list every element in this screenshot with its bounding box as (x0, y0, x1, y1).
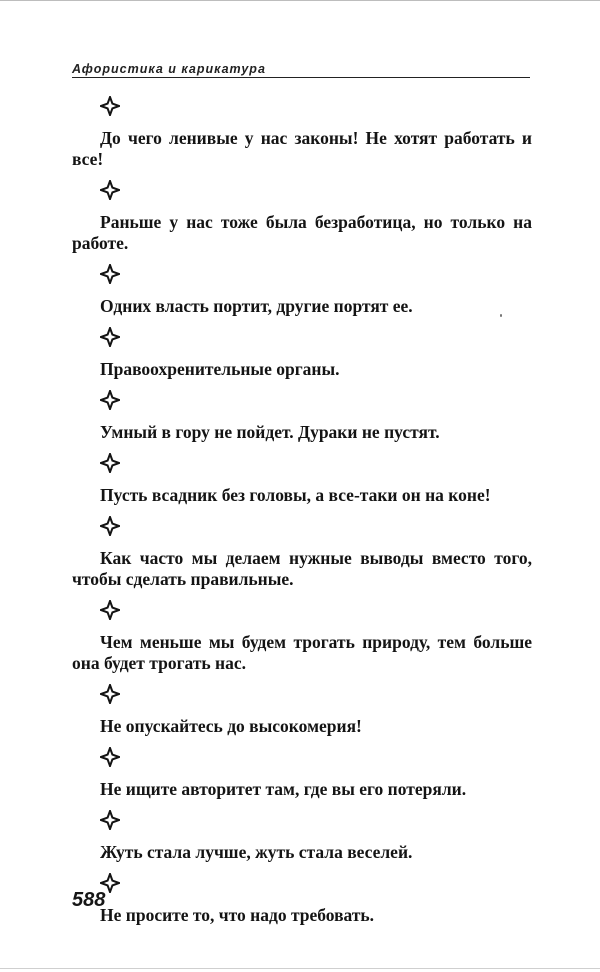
aphorism-list (72, 96, 532, 936)
aphorism-entry (72, 390, 532, 443)
star-separator-icon (100, 684, 120, 704)
star-separator-icon (100, 180, 120, 200)
aphorism-text: Умный в гору не пойдет. Дураки не пустят. (100, 422, 440, 442)
aphorism-entry (72, 600, 532, 674)
scan-bottom-edge (0, 968, 600, 969)
header-underline (72, 77, 530, 78)
aphorism-text: До чего ленивые у нас законы! Не хотят работать и все! (72, 128, 532, 169)
aphorism-text: Жуть стала лучше, жуть стала веселей. (100, 842, 413, 862)
aphorism-entry (72, 684, 532, 737)
star-separator-icon (100, 516, 120, 536)
aphorism-text: Пусть всадник без головы, а все-таки он на коне! (100, 485, 491, 505)
aphorism-entry (72, 810, 532, 863)
aphorism-text: Раньше у нас тоже была безработица, но только на работе. (72, 212, 532, 253)
star-separator-icon (100, 96, 120, 116)
scan-top-edge (0, 0, 600, 1)
aphorism-text: Не опускайтесь до высокомерия! (100, 716, 362, 736)
aphorism-text: Не ищите авторитет там, где вы его потеряли. (100, 779, 467, 799)
star-separator-icon (100, 810, 120, 830)
star-separator-icon (100, 327, 120, 347)
star-separator-icon (100, 747, 120, 767)
aphorism-entry (72, 516, 532, 590)
aphorism-entry (72, 327, 532, 380)
star-separator-icon (100, 600, 120, 620)
star-separator-icon (100, 453, 120, 473)
aphorism-text: Одних власть портит, другие портят ее. (100, 296, 413, 316)
aphorism-entry (72, 264, 532, 317)
running-header-title: Афористика и карикатура (72, 62, 266, 76)
page-number: 588 (72, 889, 106, 911)
running-header (72, 62, 530, 78)
aphorism-entry (72, 453, 532, 506)
aphorism-text: Правоохренительные органы. (100, 359, 340, 379)
aphorism-entry (72, 873, 532, 926)
star-separator-icon (100, 390, 120, 410)
aphorism-entry (72, 747, 532, 800)
aphorism-entry (72, 96, 532, 170)
aphorism-entry (72, 180, 532, 254)
aphorism-text: Чем меньше мы будем трогать природу, тем больше она будет трогать нас. (72, 632, 532, 673)
star-separator-icon (100, 264, 120, 284)
aphorism-text: Не просите то, что надо требовать. (100, 905, 375, 925)
aphorism-text: Как часто мы делаем нужные выводы вместо того, чтобы сделать правильные. (72, 548, 532, 589)
scan-speck (500, 314, 502, 317)
